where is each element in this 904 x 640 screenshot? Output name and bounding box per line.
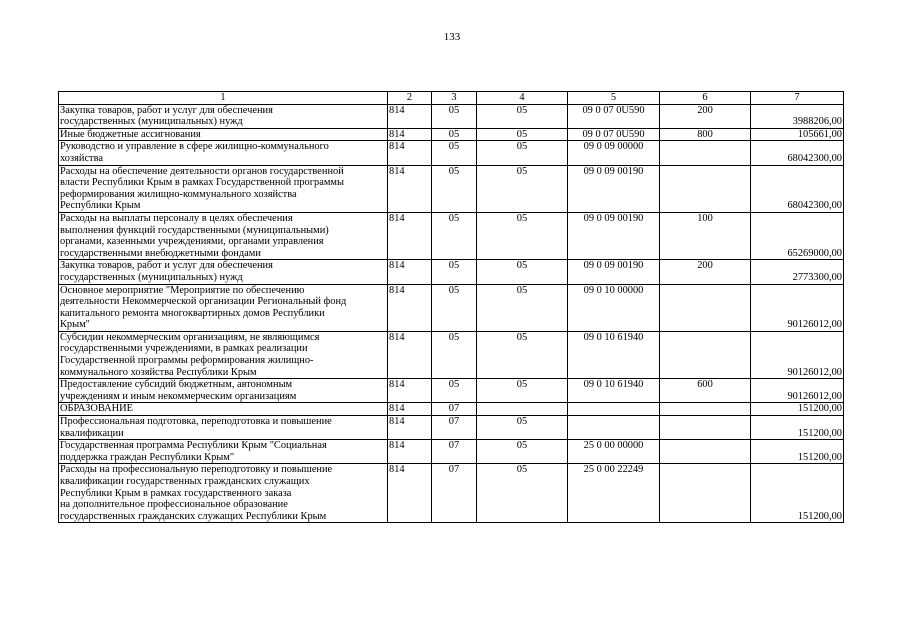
vr-cell	[660, 141, 751, 165]
rz-cell: 05	[432, 284, 477, 331]
table-row	[59, 379, 844, 403]
table-row	[59, 165, 844, 212]
row-name-cell	[59, 165, 388, 212]
table-row	[59, 440, 844, 464]
row-name-line: Основное мероприятие "Мероприятие по обеспечению	[60, 284, 305, 296]
grbs-cell: 814	[388, 212, 432, 259]
table-row	[59, 104, 844, 128]
vr-cell: 100	[660, 212, 751, 259]
pr-cell: 05	[477, 212, 568, 259]
pr-cell: 05	[477, 128, 568, 141]
amount-cell: 68042300,00	[751, 141, 844, 165]
csr-cell: 09 0 10 61940	[568, 379, 660, 403]
row-name-cell	[59, 284, 388, 331]
column-header: 1	[59, 92, 388, 105]
pr-cell: 05	[477, 165, 568, 212]
row-name-cell	[59, 141, 388, 165]
pr-cell: 05	[477, 331, 568, 378]
row-name-line: поддержка граждан Республики Крым"	[60, 451, 235, 463]
table-row	[59, 212, 844, 259]
row-name-line: на дополнительное профессиональное образование	[60, 499, 288, 511]
row-name-line: Государственной программы реформирования жилищно-	[60, 355, 314, 367]
csr-cell	[568, 416, 660, 440]
row-name-cell	[59, 416, 388, 440]
pr-cell: 05	[477, 440, 568, 464]
amount-cell: 3988206,00	[751, 104, 844, 128]
row-name-line: хозяйства	[60, 152, 103, 164]
amount-cell: 151200,00	[751, 464, 844, 523]
csr-cell: 09 0 07 0U590	[568, 104, 660, 128]
row-name-line: выполнения функций государственными (муниципальными)	[60, 224, 329, 236]
rz-cell: 05	[432, 104, 477, 128]
row-name-line: органами, казенными учреждениями, органами управления	[60, 236, 324, 248]
row-name-line: Руководство и управление в сфере жилищно-коммунального	[60, 141, 329, 153]
row-name-cell	[59, 464, 388, 523]
row-name-line: власти Республики Крым в рамках Государственной программы	[60, 177, 344, 189]
csr-cell: 09 0 09 00190	[568, 260, 660, 284]
row-name-line: государственными учреждениями, в рамках реализации	[60, 343, 308, 355]
table-row	[59, 141, 844, 165]
row-name-line: государственных (муниципальных) нужд	[60, 271, 243, 283]
vr-cell: 200	[660, 260, 751, 284]
row-name-line: Субсидии некоммерческим организациям, не являющимся	[60, 331, 320, 343]
pr-cell: 05	[477, 464, 568, 523]
amount-cell: 105661,00	[751, 128, 844, 141]
vr-cell	[660, 284, 751, 331]
page-number: 133	[443, 31, 461, 43]
csr-cell: 09 0 09 00190	[568, 165, 660, 212]
row-name-line: капитального ремонта многоквартирных домов Республики	[60, 307, 325, 319]
rz-cell: 07	[432, 440, 477, 464]
rz-cell: 05	[432, 212, 477, 259]
grbs-cell: 814	[388, 260, 432, 284]
column-header: 4	[477, 92, 568, 105]
csr-cell	[568, 403, 660, 416]
row-name-line: Расходы на профессиональную переподготовку и повышение	[60, 464, 333, 476]
pr-cell: 05	[477, 379, 568, 403]
grbs-cell: 814	[388, 128, 432, 141]
row-name-cell	[59, 260, 388, 284]
pr-cell: 05	[477, 141, 568, 165]
pr-cell: 05	[477, 416, 568, 440]
row-name-line: Предоставление субсидий бюджетным, автономным	[60, 379, 293, 391]
grbs-cell: 814	[388, 165, 432, 212]
csr-cell: 09 0 09 00190	[568, 212, 660, 259]
row-name-line: Профессиональная подготовка, переподготовка и повышение	[60, 416, 332, 428]
row-name-line: реформирования жилищно-коммунального хозяйства	[60, 188, 297, 200]
grbs-cell: 814	[388, 403, 432, 416]
row-name-line: государственными внебюджетными фондами	[60, 247, 261, 259]
amount-cell: 65269000,00	[751, 212, 844, 259]
grbs-cell: 814	[388, 331, 432, 378]
row-name-cell	[59, 440, 388, 464]
rz-cell: 05	[432, 379, 477, 403]
vr-cell	[660, 440, 751, 464]
rz-cell: 07	[432, 416, 477, 440]
rz-cell: 05	[432, 128, 477, 141]
column-header: 3	[432, 92, 477, 105]
column-header: 5	[568, 92, 660, 105]
pr-cell: 05	[477, 260, 568, 284]
vr-cell	[660, 416, 751, 440]
vr-cell	[660, 464, 751, 523]
column-header: 6	[660, 92, 751, 105]
row-name-line: деятельности Некоммерческой организации Региональный фонд	[60, 296, 347, 308]
csr-cell: 25 0 00 00000	[568, 440, 660, 464]
row-name-cell	[59, 331, 388, 378]
row-name-cell	[59, 403, 388, 416]
amount-cell: 151200,00	[751, 416, 844, 440]
row-name-cell	[59, 379, 388, 403]
grbs-cell: 814	[388, 379, 432, 403]
amount-cell: 68042300,00	[751, 165, 844, 212]
vr-cell	[660, 165, 751, 212]
grbs-cell: 814	[388, 440, 432, 464]
column-header: 7	[751, 92, 844, 105]
budget-table	[58, 91, 844, 523]
row-name-line: Закупка товаров, работ и услуг для обеспечения	[60, 104, 273, 116]
amount-cell: 151200,00	[751, 403, 844, 416]
row-name-line: квалификации	[60, 427, 124, 439]
row-name-cell	[59, 104, 388, 128]
table-row	[59, 260, 844, 284]
row-name-cell	[59, 128, 388, 141]
rz-cell: 05	[432, 141, 477, 165]
vr-cell: 200	[660, 104, 751, 128]
amount-cell: 151200,00	[751, 440, 844, 464]
amount-cell: 90126012,00	[751, 379, 844, 403]
grbs-cell: 814	[388, 416, 432, 440]
amount-cell: 90126012,00	[751, 284, 844, 331]
table-row	[59, 331, 844, 378]
vr-cell	[660, 331, 751, 378]
row-name-line: ОБРАЗОВАНИЕ	[60, 403, 134, 415]
row-name-line: государственных гражданских служащих Республики Крым	[60, 510, 327, 522]
grbs-cell: 814	[388, 284, 432, 331]
vr-cell: 800	[660, 128, 751, 141]
row-name-line: Иные бюджетные ассигнования	[60, 128, 201, 140]
row-name-line: учреждениям и иным некоммерческим организациям	[60, 390, 297, 402]
grbs-cell: 814	[388, 104, 432, 128]
row-name-line: Крым"	[60, 319, 90, 331]
table-row	[59, 128, 844, 141]
row-name-line: Расходы на выплаты персоналу в целях обеспечения	[60, 212, 293, 224]
csr-cell: 25 0 00 22249	[568, 464, 660, 523]
row-name-line: Республики Крым в рамках государственного заказа	[60, 487, 292, 499]
pr-cell: 05	[477, 284, 568, 331]
csr-cell: 09 0 10 00000	[568, 284, 660, 331]
rz-cell: 05	[432, 331, 477, 378]
table-row	[59, 403, 844, 416]
grbs-cell: 814	[388, 464, 432, 523]
row-name-line: квалификации государственных гражданских служащих	[60, 476, 310, 487]
amount-cell: 90126012,00	[751, 331, 844, 378]
table-header-row	[59, 92, 844, 105]
table-row	[59, 464, 844, 523]
vr-cell: 600	[660, 379, 751, 403]
csr-cell: 09 0 09 00000	[568, 141, 660, 165]
pr-cell	[477, 403, 568, 416]
row-name-line: Закупка товаров, работ и услуг для обеспечения	[60, 260, 273, 272]
csr-cell: 09 0 10 61940	[568, 331, 660, 378]
row-name-line: коммунального хозяйства Республики Крым	[60, 366, 257, 378]
row-name-line: Республики Крым	[60, 200, 141, 212]
csr-cell: 09 0 07 0U590	[568, 128, 660, 141]
rz-cell: 05	[432, 260, 477, 284]
amount-cell: 2773300,00	[751, 260, 844, 284]
column-header: 2	[388, 92, 432, 105]
grbs-cell: 814	[388, 141, 432, 165]
row-name-line: Государственная программа Республики Крым "Социальная	[60, 440, 327, 452]
pr-cell: 05	[477, 104, 568, 128]
table-row	[59, 416, 844, 440]
rz-cell: 07	[432, 464, 477, 523]
table-row	[59, 284, 844, 331]
rz-cell: 05	[432, 165, 477, 212]
row-name-line: Расходы на обеспечение деятельности органов государственной	[60, 165, 344, 177]
row-name-cell	[59, 212, 388, 259]
rz-cell: 07	[432, 403, 477, 416]
row-name-line: государственных (муниципальных) нужд	[60, 116, 243, 128]
vr-cell	[660, 403, 751, 416]
